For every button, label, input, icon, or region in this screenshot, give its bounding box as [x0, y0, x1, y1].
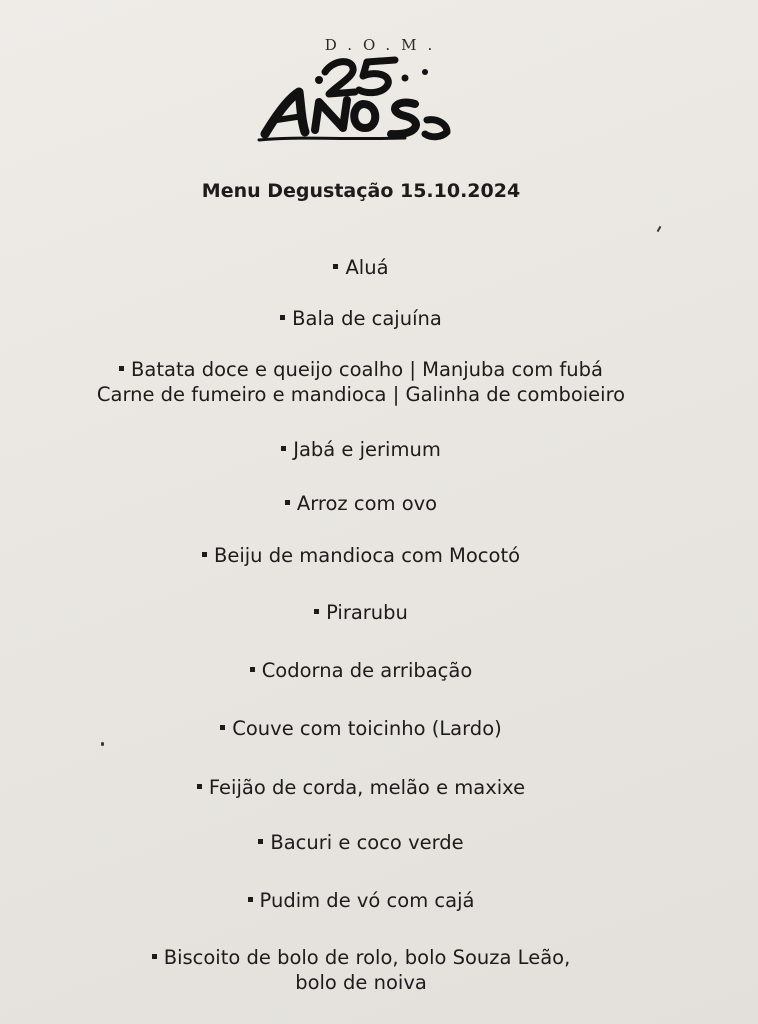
- menu-item-line: [0, 716, 722, 741]
- paper-speck: [101, 742, 104, 746]
- menu-item: [0, 830, 722, 855]
- menu-item-text: Pudim de vó com cajá: [259, 889, 475, 912]
- menu-item: [0, 255, 722, 280]
- bullet-icon: [258, 839, 263, 844]
- bullet-icon: [202, 552, 207, 557]
- menu-item: [0, 775, 722, 800]
- bullet-icon: [152, 954, 157, 959]
- menu-item-line: [0, 255, 722, 280]
- menu-item: [0, 716, 722, 741]
- menu-item-line: [0, 543, 722, 568]
- menu-item-text: Bacuri e coco verde: [270, 831, 464, 854]
- bullet-icon: [280, 315, 285, 320]
- menu-item-line: [0, 658, 722, 683]
- menu-item-line: [0, 970, 722, 995]
- menu-item: [0, 945, 722, 995]
- bullet-icon: [285, 500, 290, 505]
- menu-item-text: bolo de noiva: [295, 971, 427, 994]
- menu-item-text: Biscoito de bolo de rolo, bolo Souza Leão,: [163, 946, 571, 969]
- menu-item: [0, 437, 722, 462]
- menu-item-line: [0, 945, 722, 970]
- menu-item-text: Feijão de corda, melão e maxixe: [208, 776, 526, 799]
- bullet-icon: [333, 264, 338, 269]
- menu-item-line: [0, 357, 722, 382]
- menu-item: [0, 600, 722, 625]
- bullet-icon: [248, 897, 253, 902]
- menu-item-text: Pirarubu: [326, 601, 408, 624]
- menu-item-text: Codorna de arribação: [261, 659, 473, 682]
- menu-item: [0, 888, 722, 913]
- brand-name: D.O.M.: [324, 36, 444, 54]
- bullet-icon: [314, 609, 319, 614]
- menu-item-text: Batata doce e queijo coalho | Manjuba com fubá: [131, 358, 603, 381]
- menu-item-text: Carne de fumeiro e mandioca | Galinha de comboieiro: [96, 383, 626, 406]
- bullet-icon: [281, 446, 286, 451]
- menu-item-text: Jabá e jerimum: [293, 438, 441, 461]
- menu-item: [0, 658, 722, 683]
- menu-item-line: [0, 491, 722, 516]
- menu-item-line: [0, 437, 722, 462]
- menu-item-line: [0, 382, 722, 407]
- menu-item: [0, 357, 722, 407]
- menu-item-line: [0, 775, 722, 800]
- bullet-icon: [119, 366, 124, 371]
- menu-item-line: [0, 306, 722, 331]
- bullet-icon: [250, 667, 255, 672]
- menu-item-line: [0, 600, 722, 625]
- bullet-icon: [220, 725, 225, 730]
- menu-item-text: Beiju de mandioca com Mocotó: [213, 544, 521, 567]
- bullet-icon: [197, 784, 202, 789]
- menu-item-line: [0, 830, 722, 855]
- menu-item-line: [0, 888, 722, 913]
- menu-item: [0, 306, 722, 331]
- menu-item-text: Arroz com ovo: [296, 492, 438, 515]
- menu-title: Menu Degustação 15.10.2024: [201, 180, 521, 202]
- menu-item: [0, 543, 722, 568]
- menu-item: [0, 491, 722, 516]
- menu-item-text: Bala de cajuína: [292, 307, 442, 330]
- menu-item-text: Couve com toicinho (Lardo): [232, 717, 502, 740]
- menu-item-text: Aluá: [345, 256, 389, 279]
